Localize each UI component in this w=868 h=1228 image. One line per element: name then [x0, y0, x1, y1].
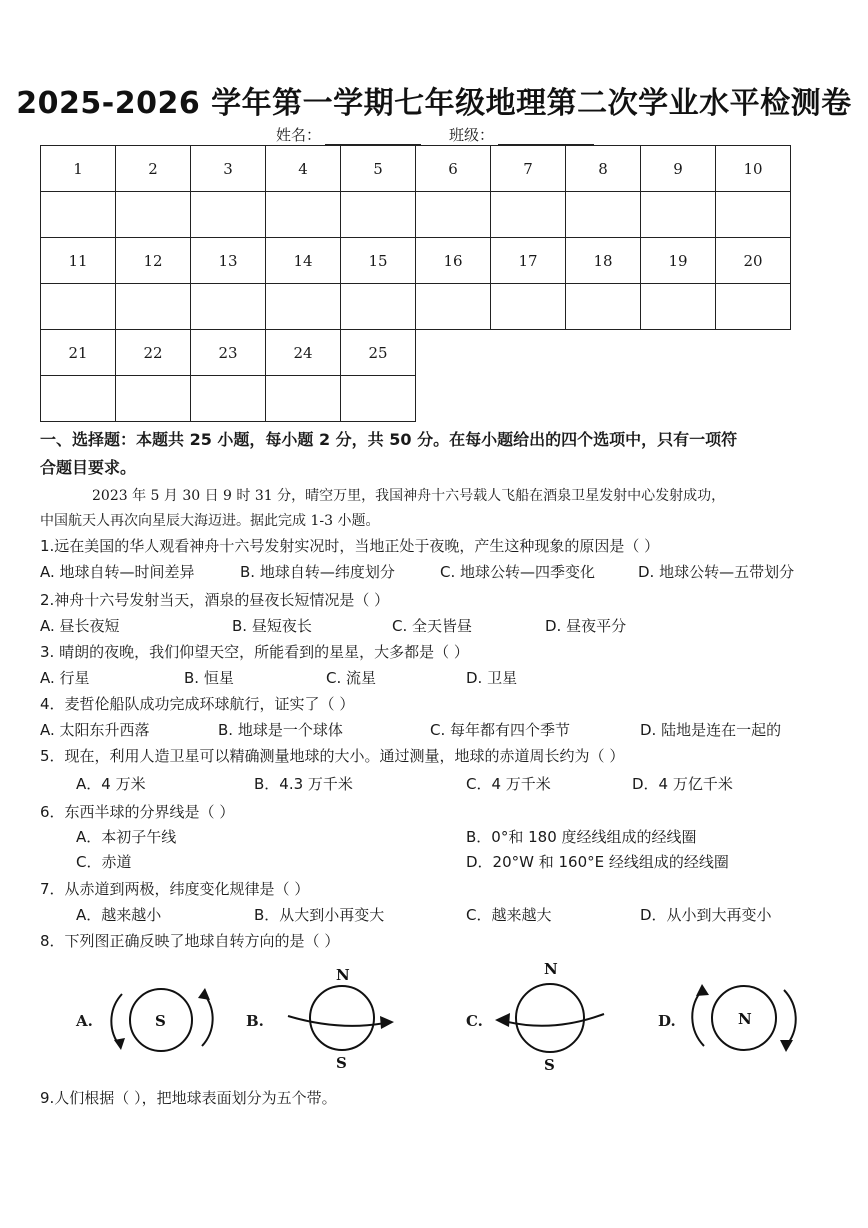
answer-grid-number-row	[41, 146, 791, 192]
answer-cell[interactable]	[191, 376, 266, 422]
answer-cell[interactable]	[416, 192, 491, 238]
grid-number: 22	[116, 330, 191, 376]
q1-option-d[interactable]: D. 地球公转—五带划分	[638, 563, 795, 581]
answer-cell[interactable]	[41, 192, 116, 238]
q6-option-a[interactable]: A．本初子午线	[76, 828, 177, 846]
answer-cell[interactable]	[341, 192, 416, 238]
answer-cell[interactable]	[566, 192, 641, 238]
q3-option-b[interactable]: B. 恒星	[184, 669, 234, 687]
answer-cell[interactable]	[341, 376, 416, 422]
student-info-line	[276, 124, 622, 145]
grid-empty	[716, 330, 791, 376]
q4-option-d[interactable]: D. 陆地是连在一起的	[640, 721, 782, 739]
question-2-stem: 2.神舟十六号发射当天，酒泉的昼夜长短情况是（ ）	[40, 591, 390, 609]
grid-number: 8	[566, 146, 641, 192]
grid-number: 1	[41, 146, 116, 192]
answer-grid	[40, 145, 791, 422]
q3-option-a[interactable]: A. 行星	[40, 669, 90, 687]
arrow-head	[198, 988, 210, 1000]
figure-b-globe	[282, 966, 400, 1072]
answer-cell[interactable]	[41, 376, 116, 422]
answer-cell[interactable]	[491, 284, 566, 330]
reading-intro-cont: 中国航天人再次向星辰大海迈进。据此完成 1-3 小题。	[40, 513, 380, 529]
grid-number: 13	[191, 238, 266, 284]
answer-cell[interactable]	[266, 284, 341, 330]
rotation-arc-left	[692, 990, 704, 1046]
answer-grid-number-row	[41, 238, 791, 284]
grid-number: 7	[491, 146, 566, 192]
arrow-head	[114, 1038, 125, 1050]
figure-a-globe	[108, 984, 218, 1058]
q7-option-b[interactable]: B．从大到小再变大	[254, 906, 385, 924]
answer-grid-answer-row	[41, 284, 791, 330]
figure-c-globe	[490, 960, 612, 1074]
question-4-stem: 4．麦哲伦船队成功完成环球航行，证实了（ ）	[40, 695, 355, 713]
exam-title: 2025-2026 学年第一学期七年级地理第二次学业水平检测卷	[16, 86, 852, 121]
question-9-stem: 9.人们根据（ ），把地球表面划分为五个带。	[40, 1089, 337, 1107]
q2-option-b[interactable]: B. 昼短夜长	[232, 617, 312, 635]
grid-number: 6	[416, 146, 491, 192]
globe-circle	[516, 984, 584, 1052]
q7-option-c[interactable]: C．越来越大	[466, 906, 552, 924]
name-label: 姓名：	[276, 126, 322, 144]
rotation-arc-right	[202, 994, 213, 1046]
q6-option-d[interactable]: D．20°W 和 160°E 经线组成的经线圈	[466, 853, 729, 871]
grid-number: 5	[341, 146, 416, 192]
grid-number: 2	[116, 146, 191, 192]
rotation-arc-right	[784, 990, 796, 1046]
grid-number: 23	[191, 330, 266, 376]
arrow-head	[380, 1016, 394, 1029]
grid-number: 15	[341, 238, 416, 284]
question-8-stem: 8．下列图正确反映了地球自转方向的是（ ）	[40, 932, 340, 950]
name-blank[interactable]	[325, 130, 421, 145]
grid-empty	[641, 330, 716, 376]
q2-option-a[interactable]: A. 昼长夜短	[40, 617, 120, 635]
answer-cell[interactable]	[191, 284, 266, 330]
answer-cell[interactable]	[191, 192, 266, 238]
answer-cell[interactable]	[266, 192, 341, 238]
figure-d-label[interactable]: D.	[658, 1012, 676, 1030]
reading-intro: 2023 年 5 月 30 日 9 时 31 分，晴空万里，我国神舟十六号载人飞船在酒泉卫星发射中心发射成功，	[92, 488, 726, 504]
grid-number: 21	[41, 330, 116, 376]
answer-cell[interactable]	[416, 284, 491, 330]
question-3-stem: 3. 晴朗的夜晚，我们仰望天空，所能看到的星星，大多都是（ ）	[40, 643, 469, 661]
grid-empty	[716, 376, 791, 422]
answer-cell[interactable]	[716, 192, 791, 238]
answer-cell[interactable]	[41, 284, 116, 330]
answer-cell[interactable]	[566, 284, 641, 330]
grid-number: 16	[416, 238, 491, 284]
grid-empty	[416, 330, 491, 376]
question-5-stem: 5．现在，利用人造卫星可以精确测量地球的大小。通过测量，地球的赤道周长约为（ ）	[40, 747, 625, 765]
answer-cell[interactable]	[116, 376, 191, 422]
grid-number: 12	[116, 238, 191, 284]
q7-option-d[interactable]: D．从小到大再变小	[640, 906, 772, 924]
grid-number: 3	[191, 146, 266, 192]
grid-number: 19	[641, 238, 716, 284]
q6-option-c[interactable]: C．赤道	[76, 853, 132, 871]
arrow-head	[495, 1013, 510, 1027]
south-label: S	[336, 1054, 347, 1072]
grid-empty	[566, 330, 641, 376]
pole-label: N	[738, 1010, 752, 1028]
section-heading: 一、选择题：本题共 25 小题，每小题 2 分，共 50 分。在每小题给出的四个选项中，只有一项符	[40, 430, 738, 449]
question-1-stem: 1.远在美国的华人观看神舟十六号发射实况时，当地正处于夜晚，产生这种现象的原因是（ ）	[40, 537, 660, 555]
figure-d-globe	[684, 980, 800, 1060]
q7-option-a[interactable]: A．越来越小	[76, 906, 162, 924]
grid-empty	[566, 376, 641, 422]
class-blank[interactable]	[498, 130, 594, 145]
q1-option-c[interactable]: C. 地球公转—四季变化	[440, 563, 596, 581]
pole-label: S	[155, 1012, 166, 1030]
q4-option-a[interactable]: A. 太阳东升西落	[40, 721, 150, 739]
q2-option-c[interactable]: C. 全天皆昼	[392, 617, 473, 635]
grid-empty	[491, 330, 566, 376]
q5-option-d[interactable]: D．4 万亿千米	[632, 775, 733, 793]
north-label: N	[544, 960, 558, 978]
grid-number: 11	[41, 238, 116, 284]
answer-grid-answer-row	[41, 376, 791, 422]
question-7-stem: 7．从赤道到两极，纬度变化规律是（ ）	[40, 880, 310, 898]
figure-c-label[interactable]: C.	[466, 1012, 483, 1030]
answer-cell[interactable]	[641, 192, 716, 238]
q2-option-d[interactable]: D. 昼夜平分	[545, 617, 627, 635]
q5-option-c[interactable]: C．4 万千米	[466, 775, 551, 793]
answer-cell[interactable]	[266, 376, 341, 422]
q3-option-d[interactable]: D. 卫星	[466, 669, 518, 687]
north-label: N	[336, 966, 350, 984]
grid-number: 24	[266, 330, 341, 376]
grid-empty	[641, 376, 716, 422]
answer-grid-answer-row	[41, 192, 791, 238]
answer-cell[interactable]	[116, 192, 191, 238]
answer-cell[interactable]	[641, 284, 716, 330]
grid-empty	[491, 376, 566, 422]
section-heading-cont: 合题目要求。	[40, 458, 137, 477]
grid-number: 10	[716, 146, 791, 192]
arrow-head	[780, 1040, 793, 1052]
grid-number: 25	[341, 330, 416, 376]
south-label: S	[544, 1056, 555, 1074]
grid-number: 20	[716, 238, 791, 284]
figure-b-label[interactable]: B.	[246, 1012, 264, 1030]
answer-cell[interactable]	[716, 284, 791, 330]
figure-a-label[interactable]: A.	[76, 1012, 93, 1030]
rotation-arc-left	[111, 994, 122, 1046]
q1-option-a[interactable]: A. 地球自转—时间差异	[40, 563, 195, 581]
globe-circle	[310, 986, 374, 1050]
q5-option-b[interactable]: B．4.3 万千米	[254, 775, 353, 793]
q1-option-b[interactable]: B. 地球自转—纬度划分	[240, 563, 395, 581]
q4-option-b[interactable]: B. 地球是一个球体	[218, 721, 343, 739]
grid-number: 14	[266, 238, 341, 284]
class-label: 班级：	[449, 126, 495, 144]
q4-option-c[interactable]: C. 每年都有四个季节	[430, 721, 571, 739]
grid-empty	[416, 376, 491, 422]
grid-number: 17	[491, 238, 566, 284]
q3-option-c[interactable]: C. 流星	[326, 669, 377, 687]
grid-number: 4	[266, 146, 341, 192]
answer-grid-number-row	[41, 330, 791, 376]
answer-cell[interactable]	[341, 284, 416, 330]
q6-option-b[interactable]: B．0°和 180 度经线组成的经线圈	[466, 828, 697, 846]
q5-option-a[interactable]: A．4 万米	[76, 775, 146, 793]
grid-number: 18	[566, 238, 641, 284]
question-6-stem: 6．东西半球的分界线是（ ）	[40, 803, 235, 821]
answer-cell[interactable]	[491, 192, 566, 238]
answer-cell[interactable]	[116, 284, 191, 330]
arrow-head	[696, 984, 709, 996]
grid-number: 9	[641, 146, 716, 192]
